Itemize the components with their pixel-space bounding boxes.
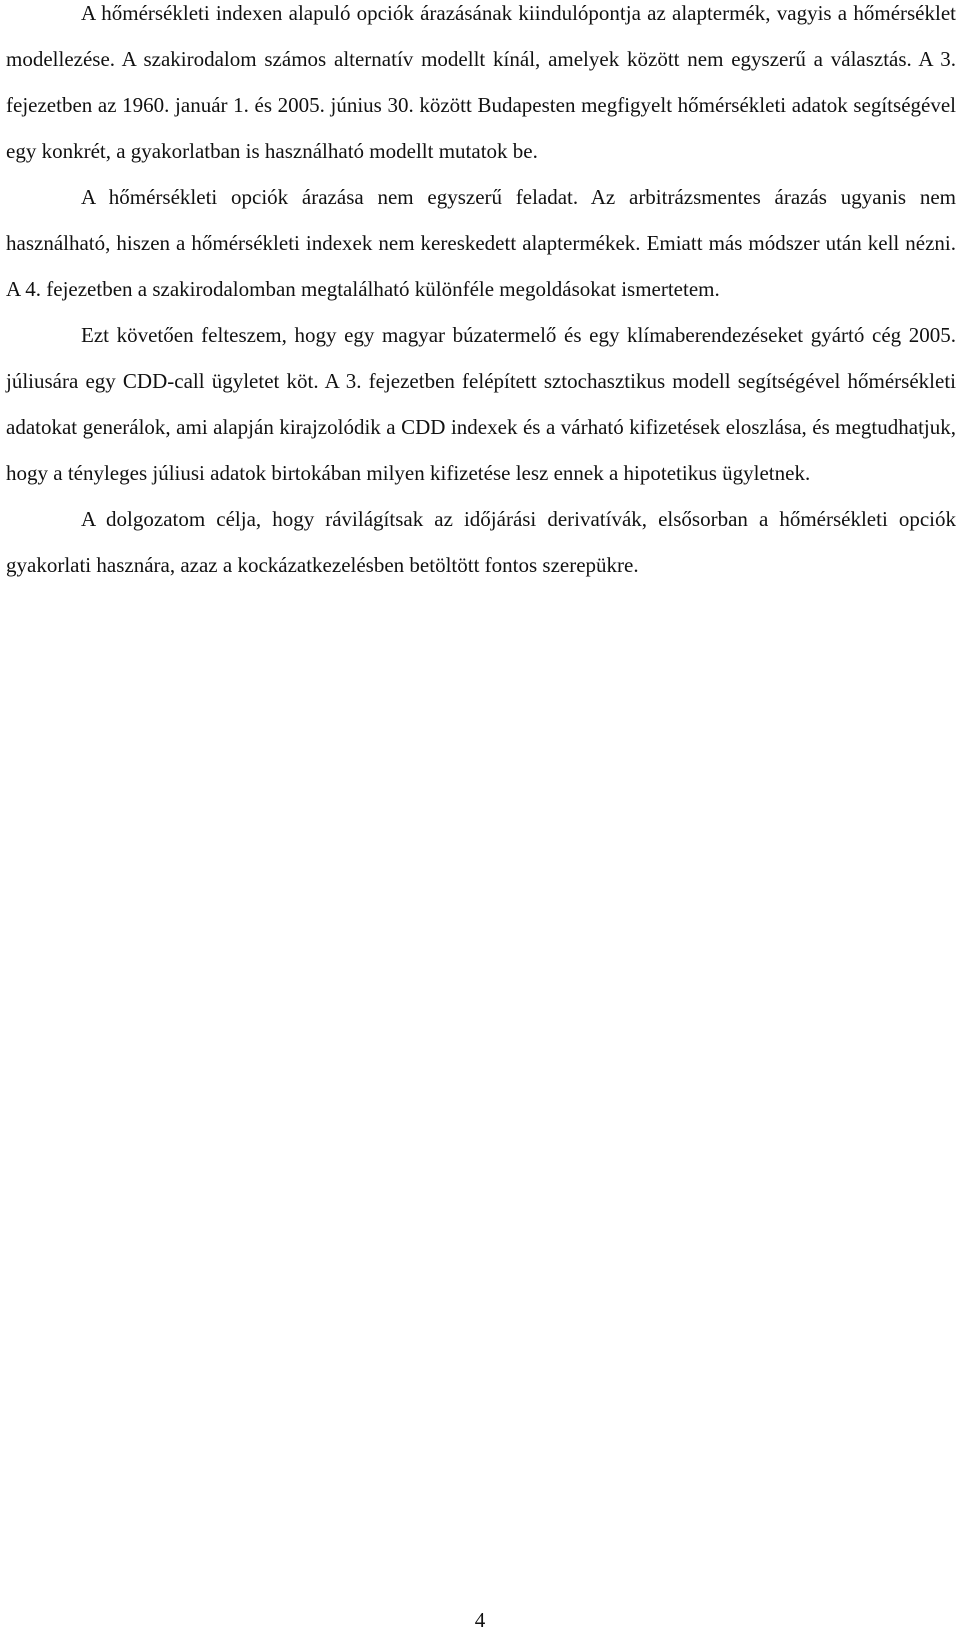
paragraph-1: A hőmérsékleti indexen alapuló opciók árazásának kiindulópontja az alaptermék, vagyis a hőmérséklet modellezése. A szakirodalom számos alternatív modellt kínál, amelyek között nem egyszerű a választás. A 3. fejezetben az 1960. január 1. és 2005. június 30. között Budapesten megfigyelt hőmérsékleti adatok segítségével egy konkrét, a gyakorlatban is használható modellt mutatok be. [6,1,956,163]
paragraph-3: Ezt követően felteszem, hogy egy magyar búzatermelő és egy klímaberendezéseket gyártó cég 2005. júliusára egy CDD-call ügyletet köt. A 3. fejezetben felépített sztochasztikus modell segítségével hőmérsékleti adatokat generálok, ami alapján kirajzolódik a CDD indexek és a várható kifizetések eloszlása, és megtudhatjuk, hogy a tényleges júliusi adatok birtokában milyen kifizetése lesz ennek a hipotetikus ügyletnek. [6,323,956,485]
paragraph-2: A hőmérsékleti opciók árazása nem egyszerű feladat. Az arbitrázsmentes árazás ugyanis nem használható, hiszen a hőmérsékleti indexek nem kereskedett alaptermékek. Emiatt más módszer után kell nézni. A 4. fejezetben a szakirodalomban megtalálható különféle megoldásokat ismertetem. [6,185,956,301]
paragraph-4: A dolgozatom célja, hogy rávilágítsak az időjárási derivatívák, elsősorban a hőmérsékleti opciók gyakorlati hasznára, azaz a kockázatkezelésben betöltött fontos szerepükre. [6,507,956,577]
page-number: 4 [474,1608,486,1632]
body-text [6,0,956,588]
